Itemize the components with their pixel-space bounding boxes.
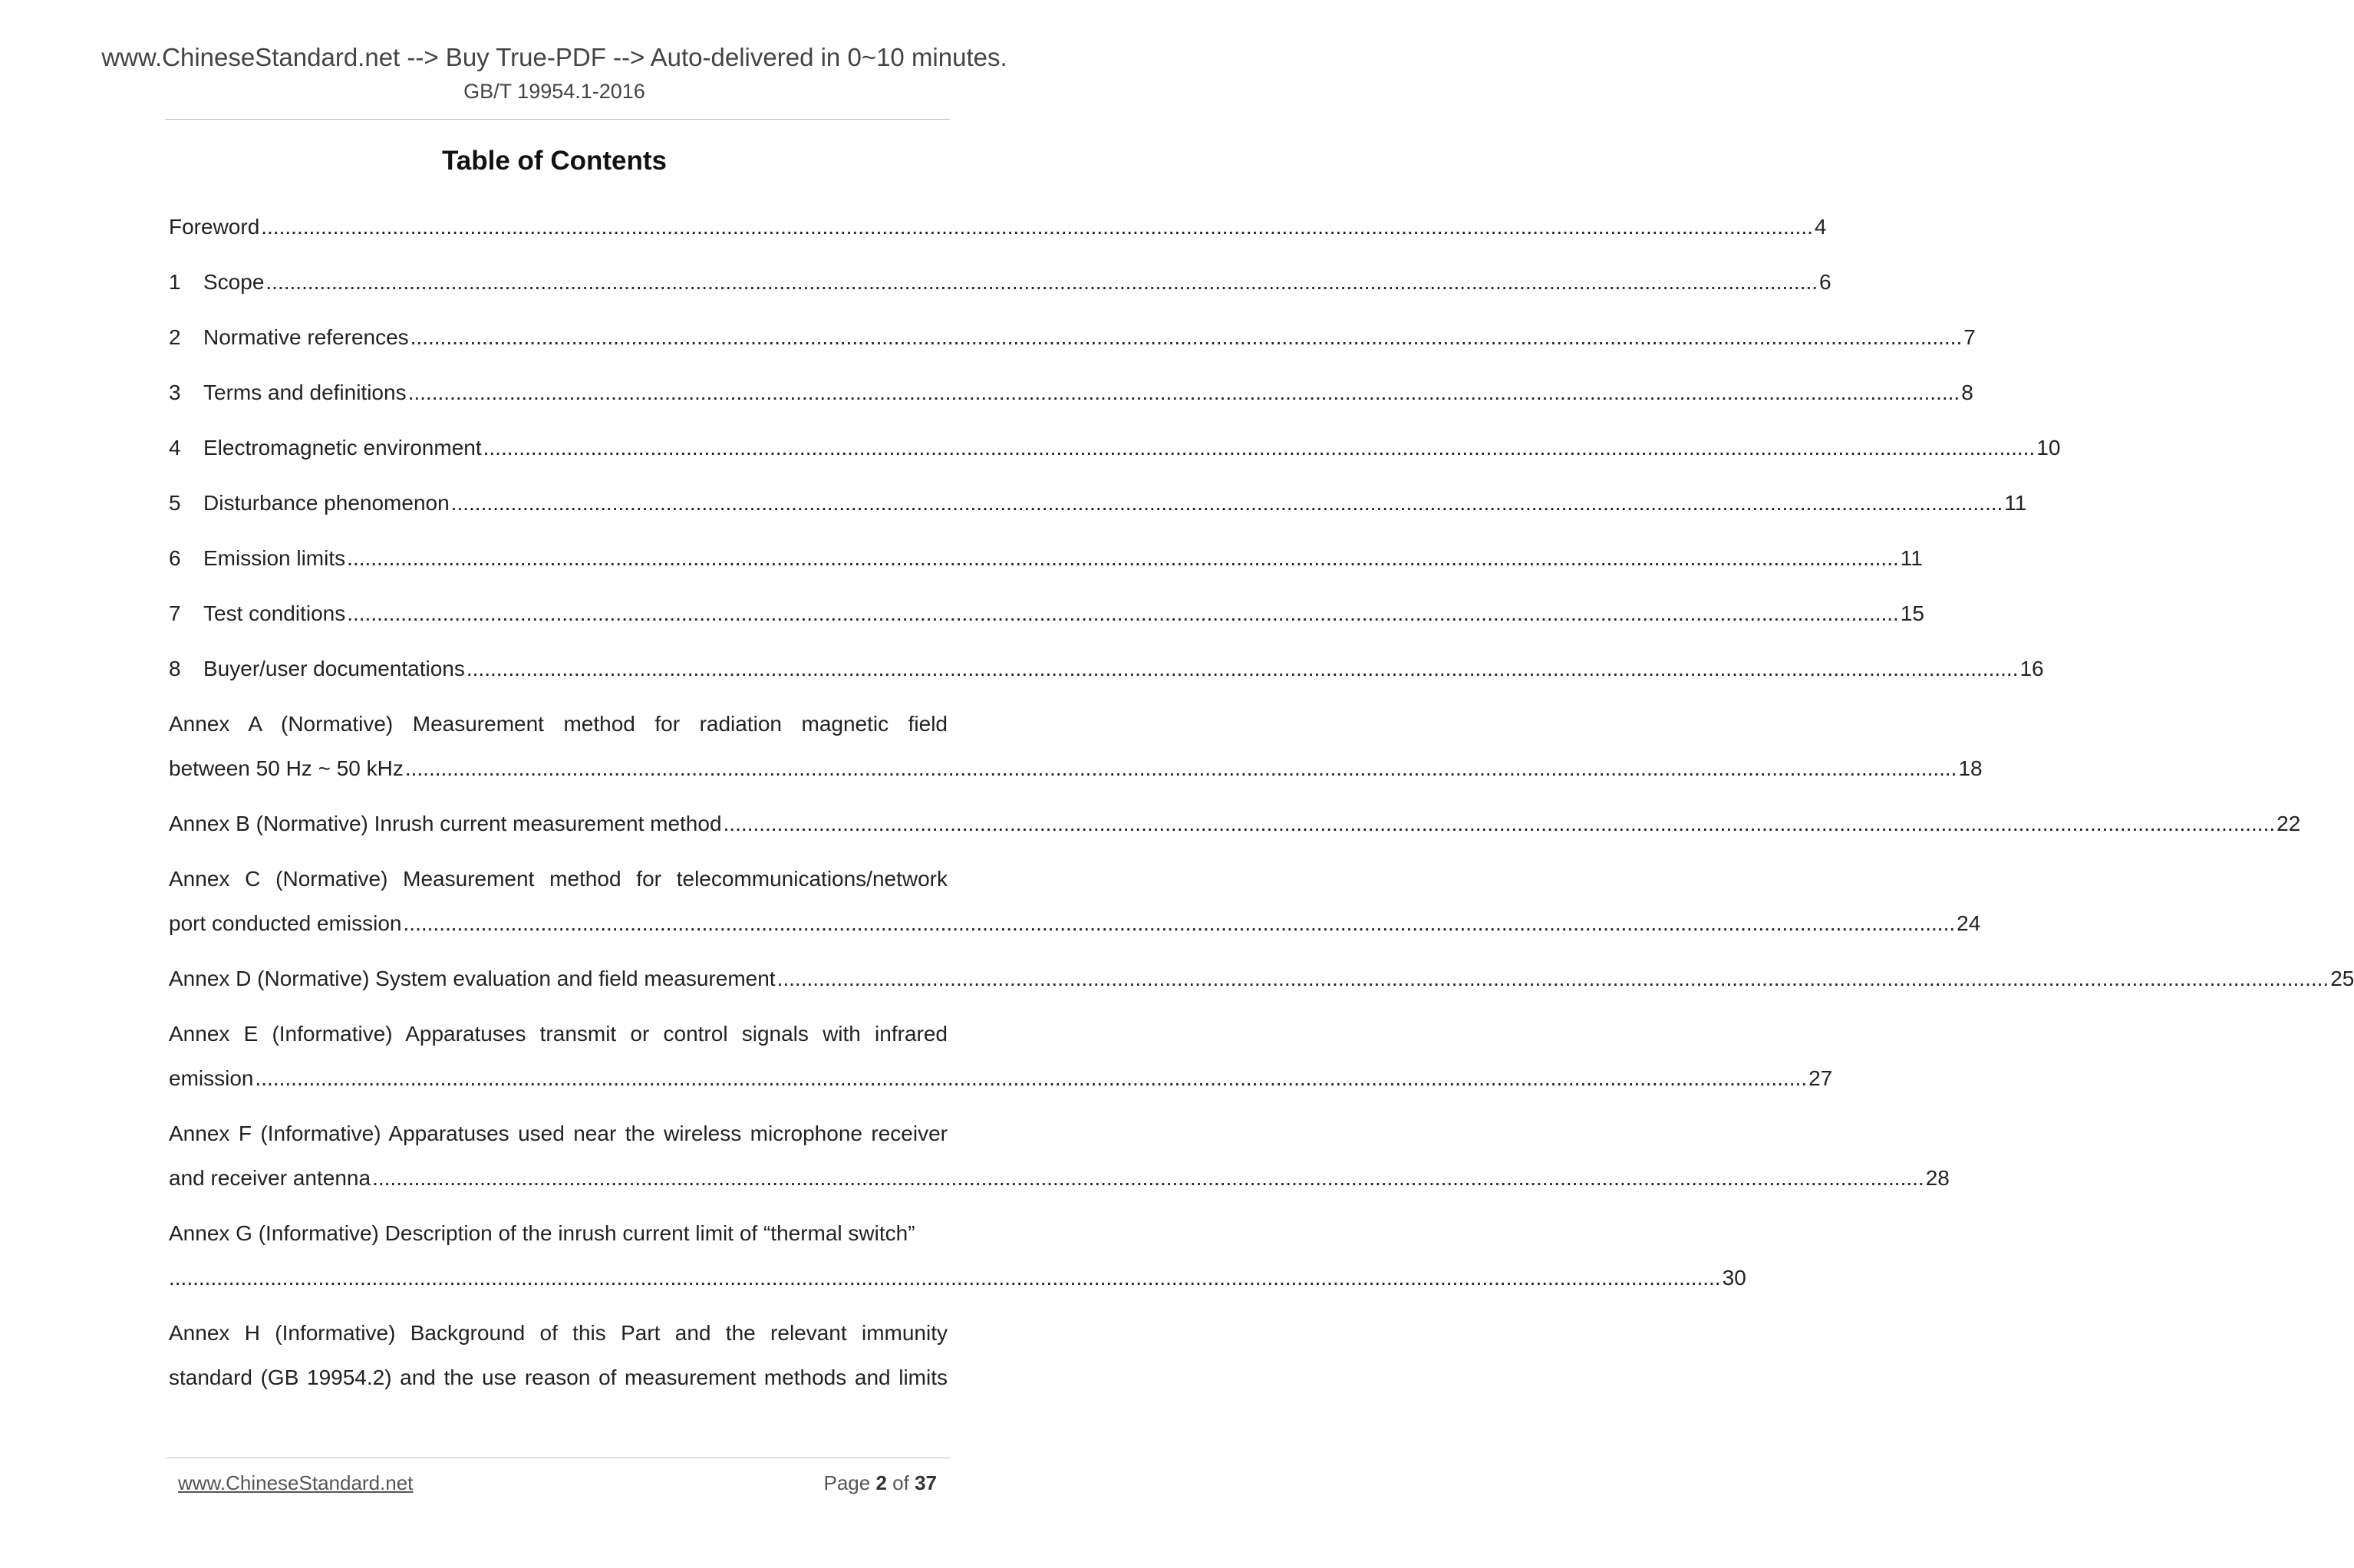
toc-leader-dots: .................................................................................................................................................................................................................................................................... xyxy=(776,967,2329,990)
toc-entry-annex-f-line1[interactable]: Annex F (Informative) Apparatuses used near the wireless microphone receiver xyxy=(169,1122,948,1145)
toc-leader-dots: .................................................................................................................................................................................................................................................................... xyxy=(169,1266,1721,1290)
toc-entry-page: 18 xyxy=(1958,756,1983,780)
toc-entry-number: 1 xyxy=(169,270,181,294)
page-title: Table of Contents xyxy=(442,146,667,176)
toc-entry-annex-c[interactable] xyxy=(169,908,1981,939)
toc-leader-dots: .................................................................................................................................................................................................................................................................... xyxy=(255,1066,1808,1090)
toc-leader-dots: .................................................................................................................................................................................................................................................................... xyxy=(403,911,1956,935)
toc-entry-page: 16 xyxy=(2019,657,2044,680)
toc-leader-dots: .................................................................................................................................................................................................................................................................... xyxy=(265,270,1818,294)
toc-leader-dots: .................................................................................................................................................................................................................................................................... xyxy=(723,812,2276,835)
toc-entry-annex-h-line2[interactable]: standard (GB 19954.2) and the use reason of measurement methods and limits xyxy=(169,1365,948,1389)
toc-entry-annex-a[interactable] xyxy=(169,753,1983,784)
page-total: 37 xyxy=(915,1471,937,1494)
toc-entry-annex-c-line1[interactable]: Annex C (Normative) Measurement method for telecommunications/network xyxy=(169,867,948,891)
page-indicator xyxy=(823,1471,937,1495)
toc-entry-label: Scope xyxy=(203,270,265,294)
toc-entry-annex-g-line1[interactable]: Annex G (Informative) Description of the inrush current limit of “thermal switch” xyxy=(169,1221,915,1245)
toc-entry-page: 30 xyxy=(1722,1266,1746,1290)
toc-entry-buyer-user-documentations[interactable] xyxy=(169,654,2044,684)
toc-entry-page: 24 xyxy=(1957,911,1981,935)
toc-entry-annex-f[interactable] xyxy=(169,1163,1950,1194)
standard-code: GB/T 19954.1-2016 xyxy=(463,80,645,103)
toc-entry-number: 2 xyxy=(169,325,181,349)
toc-entry-disturbance-phenomenon[interactable] xyxy=(169,488,2027,519)
toc-entry-annex-e-line1[interactable]: Annex E (Informative) Apparatuses transmit or control signals with infrared xyxy=(169,1022,948,1046)
page-of: of xyxy=(892,1471,909,1494)
toc-entry-page: 11 xyxy=(2004,491,2027,515)
toc-entry-page: 25 xyxy=(2330,967,2354,990)
toc-entry-annex-g[interactable] xyxy=(169,1263,1746,1293)
toc-entry-foreword[interactable] xyxy=(169,212,1827,242)
toc-entry-electromagnetic-environment[interactable] xyxy=(169,433,2061,463)
footer-website-link[interactable]: www.ChineseStandard.net xyxy=(178,1471,414,1494)
toc-entry-annex-h-line1[interactable]: Annex H (Informative) Background of this Part and the relevant immunity xyxy=(169,1321,948,1345)
toc-entry-label: Disturbance phenomenon xyxy=(203,491,450,515)
toc-entry-label: Foreword xyxy=(169,215,260,239)
toc-leader-dots: .................................................................................................................................................................................................................................................................... xyxy=(466,657,2019,680)
toc-entry-page: 15 xyxy=(1900,601,1924,625)
toc-entry-annex-b[interactable] xyxy=(169,809,2301,839)
toc-entry-annex-a-line1[interactable]: Annex A (Normative) Measurement method for radiation magnetic field xyxy=(169,712,948,736)
toc-entry-page: 6 xyxy=(1819,270,1831,294)
toc-entry-annex-e[interactable] xyxy=(169,1063,1833,1094)
toc-entry-page: 11 xyxy=(1900,546,1923,570)
toc-entry-page: 7 xyxy=(1963,325,1976,349)
toc-entry-label: Annex D (Normative) System evaluation and field measurement xyxy=(169,967,776,990)
toc-leader-dots: .................................................................................................................................................................................................................................................................... xyxy=(347,601,1899,625)
toc-entry-page: 8 xyxy=(1961,380,1973,404)
toc-leader-dots: .................................................................................................................................................................................................................................................................... xyxy=(347,546,1899,570)
toc-entry-test-conditions[interactable] xyxy=(169,598,1924,629)
header-banner: www.ChineseStandard.net --> Buy True-PDF --> Auto-delivered in 0~10 minutes. xyxy=(101,43,1007,71)
toc-leader-dots: .................................................................................................................................................................................................................................................................... xyxy=(450,491,2003,515)
toc-entry-label: Normative references xyxy=(203,325,409,349)
toc-leader-dots: .................................................................................................................................................................................................................................................................... xyxy=(410,325,1963,349)
toc-leader-dots: .................................................................................................................................................................................................................................................................... xyxy=(261,215,1813,239)
toc-entry-number: 7 xyxy=(169,601,181,625)
toc-entry-label: emission xyxy=(169,1066,254,1090)
toc-entry-page: 22 xyxy=(2277,812,2301,835)
toc-entry-page: 28 xyxy=(1925,1166,1950,1190)
toc-entry-normative-references[interactable] xyxy=(169,322,1976,353)
toc-entry-label: and receiver antenna xyxy=(169,1166,371,1190)
page-current: 2 xyxy=(875,1471,887,1494)
toc-leader-dots: .................................................................................................................................................................................................................................................................... xyxy=(372,1166,1924,1190)
toc-entry-scope[interactable] xyxy=(169,267,1831,298)
toc-entry-page: 27 xyxy=(1808,1066,1833,1090)
toc-entry-label: Annex B (Normative) Inrush current measurement method xyxy=(169,812,722,835)
toc-entry-label: between 50 Hz ~ 50 kHz xyxy=(169,756,404,780)
toc-entry-annex-d[interactable] xyxy=(169,964,2354,994)
toc-entry-label: port conducted emission xyxy=(169,911,402,935)
toc-entry-number: 5 xyxy=(169,491,181,515)
toc-entry-number: 6 xyxy=(169,546,181,570)
toc-entry-page: 10 xyxy=(2036,436,2061,460)
toc-entry-label: Test conditions xyxy=(203,601,346,625)
toc-entry-number: 3 xyxy=(169,380,181,404)
toc-entry-page: 4 xyxy=(1814,215,1827,239)
header-divider xyxy=(166,119,950,120)
toc-entry-emission-limits[interactable] xyxy=(169,543,1923,574)
toc-entry-number: 4 xyxy=(169,436,181,460)
toc-entry-label: Buyer/user documentations xyxy=(203,657,465,680)
toc-leader-dots: .................................................................................................................................................................................................................................................................... xyxy=(407,380,1960,404)
toc-entry-label: Emission limits xyxy=(203,546,346,570)
toc-entry-label: Terms and definitions xyxy=(203,380,407,404)
toc-leader-dots: .................................................................................................................................................................................................................................................................... xyxy=(483,436,2036,460)
toc-entry-number: 8 xyxy=(169,657,181,680)
toc-leader-dots: .................................................................................................................................................................................................................................................................... xyxy=(404,756,1957,780)
toc-entry-terms-definitions[interactable] xyxy=(169,377,1973,408)
page-prefix: Page xyxy=(823,1471,871,1494)
toc-entry-label: Electromagnetic environment xyxy=(203,436,482,460)
